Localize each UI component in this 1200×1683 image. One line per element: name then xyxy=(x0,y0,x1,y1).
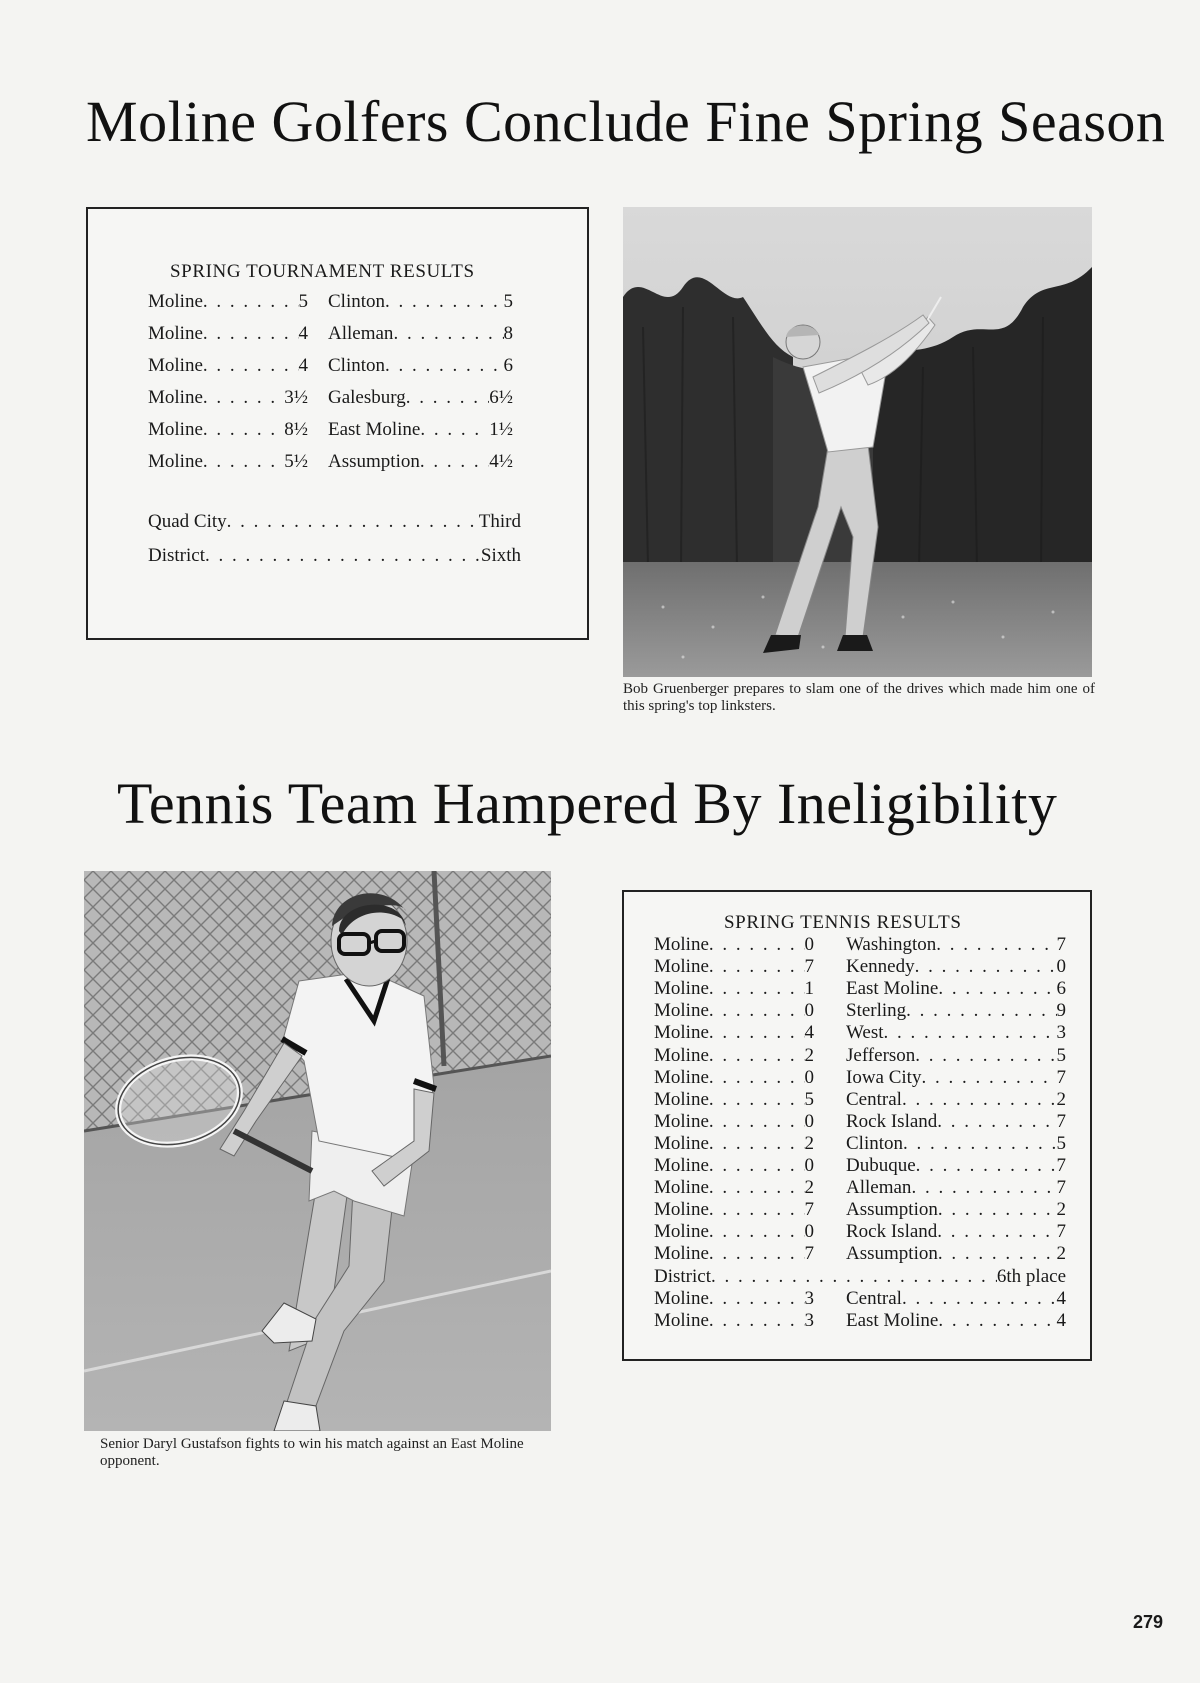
opponent-points: 2 xyxy=(1056,1243,1066,1265)
opponent-name: Central xyxy=(846,1088,902,1110)
team-name: Moline xyxy=(654,1044,709,1066)
opponent-points: 4½ xyxy=(489,451,513,472)
dot-leader xyxy=(420,419,489,441)
dot-leader xyxy=(906,1000,1056,1022)
opponent-name: West xyxy=(846,1022,884,1044)
opponent-name: Clinton xyxy=(328,291,386,312)
team-name: Moline xyxy=(148,291,203,312)
opponent-score xyxy=(846,1310,1066,1332)
opponent-score xyxy=(846,1045,1066,1067)
golf-results-title: SPRING TOURNAMENT RESULTS xyxy=(170,261,475,282)
dot-leader xyxy=(203,323,299,345)
team-name: Moline xyxy=(654,1288,709,1309)
dot-leader xyxy=(385,291,503,313)
team-name: Moline xyxy=(654,934,709,955)
dot-leader xyxy=(936,934,1056,956)
team-score: 2 xyxy=(804,1132,814,1154)
opponent-name: Central xyxy=(846,1288,902,1309)
opponent-score xyxy=(846,1221,1066,1243)
result-row xyxy=(654,1022,1066,1044)
dot-leader xyxy=(911,1177,1056,1199)
golf-photo-caption: Bob Gruenberger prepares to slam one of the drives which made him one of this spring's top linksters. xyxy=(623,681,1095,714)
dot-leader xyxy=(938,1243,1057,1265)
opponent-name: East Moline xyxy=(846,978,939,1000)
team-name: Moline xyxy=(654,1199,709,1221)
result-row xyxy=(654,1243,1066,1265)
dot-leader xyxy=(915,956,1057,978)
dot-leader xyxy=(938,978,1056,1000)
dot-leader xyxy=(709,1243,805,1265)
dot-leader xyxy=(709,1310,805,1332)
team-score: 4 xyxy=(298,355,308,376)
result-row xyxy=(148,323,513,355)
dot-leader xyxy=(203,419,284,441)
team-score: 7 xyxy=(804,1243,814,1265)
dot-leader xyxy=(709,1089,805,1111)
team-score: 0 xyxy=(804,1221,814,1243)
dot-leader xyxy=(709,1199,805,1221)
moline-score xyxy=(654,1045,814,1067)
opponent-score xyxy=(328,387,513,409)
dot-leader xyxy=(903,1133,1056,1155)
dot-leader xyxy=(203,291,299,313)
dot-leader xyxy=(709,1288,805,1310)
page-number: 279 xyxy=(1132,1612,1163,1632)
opponent-points: 0 xyxy=(1056,956,1066,978)
moline-score xyxy=(654,1199,814,1221)
dot-leader xyxy=(938,1199,1057,1221)
moline-score xyxy=(654,1177,814,1199)
dot-leader xyxy=(902,1288,1057,1310)
opponent-points: 7 xyxy=(1056,1177,1066,1199)
opponent-name: Assumption xyxy=(846,1243,938,1265)
opponent-score xyxy=(328,291,513,313)
opponent-score xyxy=(846,934,1066,956)
result-row xyxy=(654,934,1066,956)
dot-leader xyxy=(709,1133,805,1155)
team-score: 5 xyxy=(804,1088,814,1110)
result-row xyxy=(654,1177,1066,1199)
dot-leader xyxy=(937,1111,1056,1133)
moline-score xyxy=(654,1089,814,1111)
moline-score xyxy=(654,934,814,956)
team-name: Moline xyxy=(654,1088,709,1110)
tennis-summary-district: District . . . 6th place xyxy=(654,1266,1066,1288)
result-row xyxy=(654,1288,1066,1310)
team-score: 1 xyxy=(804,978,814,1000)
opponent-name: Assumption xyxy=(846,1199,938,1221)
opponent-points: 5 xyxy=(1056,1044,1066,1066)
moline-score xyxy=(654,1155,814,1177)
dot-leader xyxy=(406,387,490,409)
team-name: Moline xyxy=(148,451,203,472)
dot-leader xyxy=(709,1177,805,1199)
moline-score xyxy=(654,956,814,978)
team-score: 4 xyxy=(298,323,308,344)
team-score: 3½ xyxy=(284,387,308,408)
opponent-points: 2 xyxy=(1056,1199,1066,1221)
dot-leader xyxy=(915,1045,1056,1067)
team-score: 8½ xyxy=(284,419,308,440)
dot-leader xyxy=(921,1067,1056,1089)
dot-leader xyxy=(203,387,284,409)
moline-score xyxy=(148,451,308,473)
moline-score xyxy=(654,1133,814,1155)
result-row xyxy=(148,355,513,387)
team-name: Moline xyxy=(654,1310,709,1332)
team-name: Moline xyxy=(148,419,203,440)
golf-summary-quad-city: Quad City . . . Third xyxy=(148,511,521,533)
moline-score xyxy=(148,323,308,345)
opponent-points: 5 xyxy=(503,291,513,312)
result-row xyxy=(654,1089,1066,1111)
result-row xyxy=(654,1067,1066,1089)
moline-score xyxy=(654,1067,814,1089)
team-name: Moline xyxy=(148,387,203,408)
opponent-name: East Moline xyxy=(846,1310,939,1332)
result-row xyxy=(148,387,513,419)
team-score: 2 xyxy=(804,1177,814,1199)
team-name: Moline xyxy=(654,1177,709,1199)
result-row xyxy=(148,451,513,483)
team-name: Moline xyxy=(654,956,709,978)
team-score: 5½ xyxy=(284,451,308,472)
dot-leader xyxy=(420,451,489,473)
opponent-score xyxy=(846,1199,1066,1221)
opponent-points: 6 xyxy=(503,355,513,376)
team-name: Moline xyxy=(654,1243,709,1265)
team-score: 5 xyxy=(298,291,308,312)
opponent-name: Sterling xyxy=(846,1000,907,1022)
opponent-name: Alleman xyxy=(328,323,394,344)
opponent-score xyxy=(846,1133,1066,1155)
opponent-points: 1½ xyxy=(489,419,513,440)
dot-leader xyxy=(709,1155,805,1177)
opponent-points: 4 xyxy=(1056,1288,1066,1309)
dot-leader xyxy=(205,545,481,567)
opponent-points: 9 xyxy=(1056,1000,1066,1022)
team-name: Moline xyxy=(654,1066,709,1088)
result-row xyxy=(654,1221,1066,1243)
opponent-score xyxy=(846,1243,1066,1265)
dot-leader xyxy=(709,978,805,1000)
opponent-points: 2 xyxy=(1056,1088,1066,1110)
result-row xyxy=(654,1111,1066,1133)
tennis-results-box xyxy=(622,890,1092,1361)
golf-photo xyxy=(623,207,1092,677)
dot-leader xyxy=(227,511,479,533)
team-score: 3 xyxy=(804,1288,814,1309)
tennis-photo xyxy=(84,871,551,1431)
moline-score xyxy=(654,1111,814,1133)
opponent-name: Clinton xyxy=(846,1132,904,1154)
opponent-name: Clinton xyxy=(328,355,386,376)
moline-score xyxy=(148,291,308,313)
team-score: 4 xyxy=(804,1022,814,1044)
team-name: Moline xyxy=(654,978,709,1000)
team-score: 0 xyxy=(804,1110,814,1132)
result-row xyxy=(654,1045,1066,1067)
result-row xyxy=(148,419,513,451)
dot-leader xyxy=(884,1022,1057,1044)
result-row xyxy=(654,978,1066,1000)
team-score: 2 xyxy=(804,1044,814,1066)
opponent-points: 3 xyxy=(1056,1022,1066,1044)
team-name: Moline xyxy=(654,1022,709,1044)
team-name: Moline xyxy=(654,1132,709,1154)
moline-score xyxy=(654,1022,814,1044)
opponent-score xyxy=(846,1288,1066,1310)
opponent-name: Rock Island xyxy=(846,1110,938,1132)
moline-score xyxy=(654,1000,814,1022)
team-score: 0 xyxy=(804,1066,814,1088)
team-name: Moline xyxy=(654,1221,709,1243)
team-score: 0 xyxy=(804,1000,814,1022)
golfer-swing-image xyxy=(623,207,1092,677)
opponent-score xyxy=(846,1067,1066,1089)
dot-leader xyxy=(203,451,284,473)
moline-score xyxy=(654,1310,814,1332)
dot-leader xyxy=(902,1089,1057,1111)
opponent-name: East Moline xyxy=(328,419,421,440)
moline-score xyxy=(654,1221,814,1243)
tennis-results-title: SPRING TENNIS RESULTS xyxy=(724,912,962,933)
team-score: 7 xyxy=(804,956,814,978)
dot-leader xyxy=(711,1266,997,1288)
opponent-points: 8 xyxy=(503,323,513,344)
opponent-name: Alleman xyxy=(846,1177,912,1199)
result-row xyxy=(654,1155,1066,1177)
opponent-score xyxy=(846,956,1066,978)
result-row xyxy=(148,291,513,323)
opponent-points: 7 xyxy=(1056,1155,1066,1176)
dot-leader xyxy=(709,1221,805,1243)
dot-leader xyxy=(709,1022,805,1044)
tennis-player-image xyxy=(84,871,551,1431)
dot-leader xyxy=(385,355,503,377)
team-name: Moline xyxy=(654,1000,709,1022)
dot-leader xyxy=(709,1111,805,1133)
moline-score xyxy=(654,1243,814,1265)
moline-score xyxy=(148,355,308,377)
opponent-points: 4 xyxy=(1056,1310,1066,1332)
opponent-score xyxy=(328,323,513,345)
opponent-points: 6 xyxy=(1056,978,1066,1000)
dot-leader xyxy=(203,355,299,377)
dot-leader xyxy=(709,934,805,956)
opponent-score xyxy=(846,1000,1066,1022)
opponent-name: Jefferson xyxy=(846,1044,916,1066)
opponent-score xyxy=(328,419,513,441)
team-score: 7 xyxy=(804,1199,814,1221)
team-score: 0 xyxy=(804,934,814,955)
opponent-points: 6½ xyxy=(489,387,513,408)
result-row xyxy=(654,1310,1066,1332)
golf-headline: Moline Golfers Conclude Fine Spring Season xyxy=(86,89,1166,154)
opponent-score xyxy=(328,355,513,377)
opponent-points: 7 xyxy=(1056,1110,1066,1132)
dot-leader xyxy=(938,1310,1056,1332)
golf-results-box xyxy=(86,207,589,640)
dot-leader xyxy=(916,1155,1057,1177)
result-row xyxy=(654,956,1066,978)
result-row xyxy=(654,1000,1066,1022)
moline-score xyxy=(654,978,814,1000)
team-name: Moline xyxy=(148,355,203,376)
team-name: Moline xyxy=(654,1155,709,1176)
dot-leader xyxy=(709,1000,805,1022)
opponent-name: Washington xyxy=(846,934,937,955)
moline-score xyxy=(654,1288,814,1310)
team-score: 3 xyxy=(804,1310,814,1332)
opponent-points: 5 xyxy=(1056,1132,1066,1154)
opponent-name: Dubuque xyxy=(846,1155,916,1176)
dot-leader xyxy=(709,1067,805,1089)
opponent-name: Iowa City xyxy=(846,1066,922,1088)
opponent-score xyxy=(846,1177,1066,1199)
opponent-name: Rock Island xyxy=(846,1221,938,1243)
team-score: 0 xyxy=(804,1155,814,1176)
opponent-score xyxy=(846,1022,1066,1044)
opponent-score xyxy=(846,1111,1066,1133)
result-row xyxy=(654,1199,1066,1221)
dot-leader xyxy=(709,956,805,978)
opponent-points: 7 xyxy=(1056,1066,1066,1088)
opponent-name: Galesburg xyxy=(328,387,406,408)
team-name: Moline xyxy=(654,1110,709,1132)
moline-score xyxy=(148,387,308,409)
opponent-score xyxy=(846,978,1066,1000)
tennis-photo-caption: Senior Daryl Gustafson fights to win his match against an East Moline opponent. xyxy=(100,1436,524,1469)
opponent-points: 7 xyxy=(1056,1221,1066,1243)
opponent-score xyxy=(328,451,513,473)
golf-summary-district: District . . . Sixth xyxy=(148,545,521,567)
opponent-points: 7 xyxy=(1056,934,1066,955)
team-name: Moline xyxy=(148,323,203,344)
tennis-headline: Tennis Team Hampered By Ineligibility xyxy=(117,771,1058,836)
dot-leader xyxy=(393,323,503,345)
opponent-name: Kennedy xyxy=(846,956,915,978)
dot-leader xyxy=(709,1045,805,1067)
result-row xyxy=(654,1133,1066,1155)
moline-score xyxy=(148,419,308,441)
opponent-name: Assumption xyxy=(328,451,420,472)
opponent-score xyxy=(846,1155,1066,1177)
opponent-score xyxy=(846,1089,1066,1111)
dot-leader xyxy=(937,1221,1056,1243)
